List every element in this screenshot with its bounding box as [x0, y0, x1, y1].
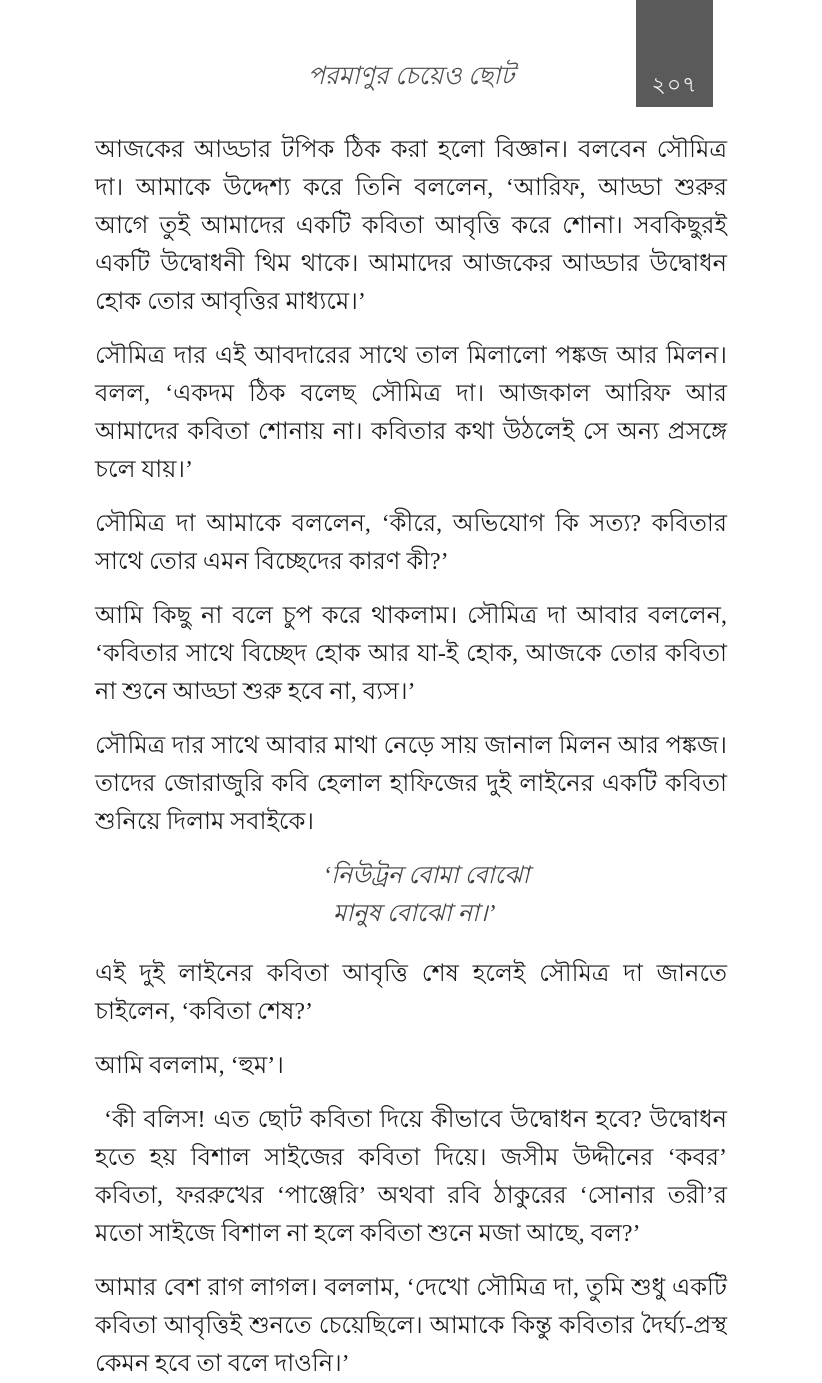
poem-line: ‘নিউট্রন বোমা বোঝো: [323, 863, 530, 889]
page-number-tab: [636, 0, 713, 107]
body-paragraph: সৌমিত্র দার এই আবদারের সাথে তাল মিলালো পঙ্কজ আর মিলন। বলল, ‘একদম ঠিক বলেছ সৌমিত্র দা। আজকাল আরিফ আর আমাদের কবিতা শোনায় না। কবিতার কথা উঠলেই সে অন্য প্রসঙ্গে চলে যায়।’: [95, 343, 727, 483]
body-paragraph: আজকের আড্ডার টপিক ঠিক করা হলো বিজ্ঞান। বলবেন সৌমিত্র দা। আমাকে উদ্দেশ্য করে তিনি বললেন, ‘আরিফ, আড্ডা শুরুর আগে তুই আমাদের একটি কবিতা আবৃত্তি করে শোনা। সবকিছুরই একটি উদ্বোধনী থিম থাকে। আমাদের আজকের আড্ডার উদ্বোধন হোক তোর আবৃত্তির মাধ্যমে।’: [95, 137, 727, 315]
page-body: [95, 131, 727, 1383]
page-number: ২০৭: [651, 72, 698, 97]
body-paragraph: সৌমিত্র দা আমাকে বললেন, ‘কীরে, অভিযোগ কি সত্য? কবিতার সাথে তোর এমন বিচ্ছেদের কারণ কী?’: [95, 511, 727, 575]
poem-line: মানুষ বোঝো না।’: [333, 901, 496, 927]
body-paragraph: সৌমিত্র দার সাথে আবার মাথা নেড়ে সায় জানাল মিলন আর পঙ্কজ। তাদের জোরাজুরি কবি হেলাল হাফিজের দুই লাইনের একটি কবিতা শুনিয়ে দিলাম সবাইকে।: [95, 733, 727, 835]
body-paragraph: এই দুই লাইনের কবিতা আবৃত্তি শেষ হলেই সৌমিত্র দা জানতে চাইলেন, ‘কবিতা শেষ?’: [95, 961, 727, 1025]
poem-quote: [323, 857, 727, 933]
body-paragraph: ‘কী বলিস! এত ছোট কবিতা দিয়ে কীভাবে উদ্বোধন হবে? উদ্বোধন হতে হয় বিশাল সাইজের কবিতা দিয়ে। জসীম উদ্দীনের ‘কবর’ কবিতা, ফররুখের ‘পাঞ্জেরি’ অথবা রবি ঠাকুরের ‘সোনার তরী’র মতো সাইজে বিশাল না হলে কবিতা শুনে মজা আছে, বল?’: [95, 1107, 727, 1247]
body-paragraph: আমি বললাম, ‘হুম’।: [95, 1053, 284, 1079]
body-paragraph: আমি কিছু না বলে চুপ করে থাকলাম। সৌমিত্র দা আবার বললেন, ‘কবিতার সাথে বিচ্ছেদ হোক আর যা-ই হোক, আজকে তোর কবিতা না শুনে আড্ডা শুরু হবে না, ব্যস।’: [95, 603, 727, 705]
body-paragraph: আমার বেশ রাগ লাগল। বললাম, ‘দেখো সৌমিত্র দা, তুমি শুধু একটি কবিতা আবৃত্তিই শুনতে চেয়েছিলে। আমাকে কিন্তু কবিতার দৈর্ঘ্য-প্রস্থ কেমন হবে তা বলে দাওনি।’: [95, 1275, 727, 1377]
chapter-title: পরমাণুর চেয়েও ছোট: [307, 63, 515, 90]
